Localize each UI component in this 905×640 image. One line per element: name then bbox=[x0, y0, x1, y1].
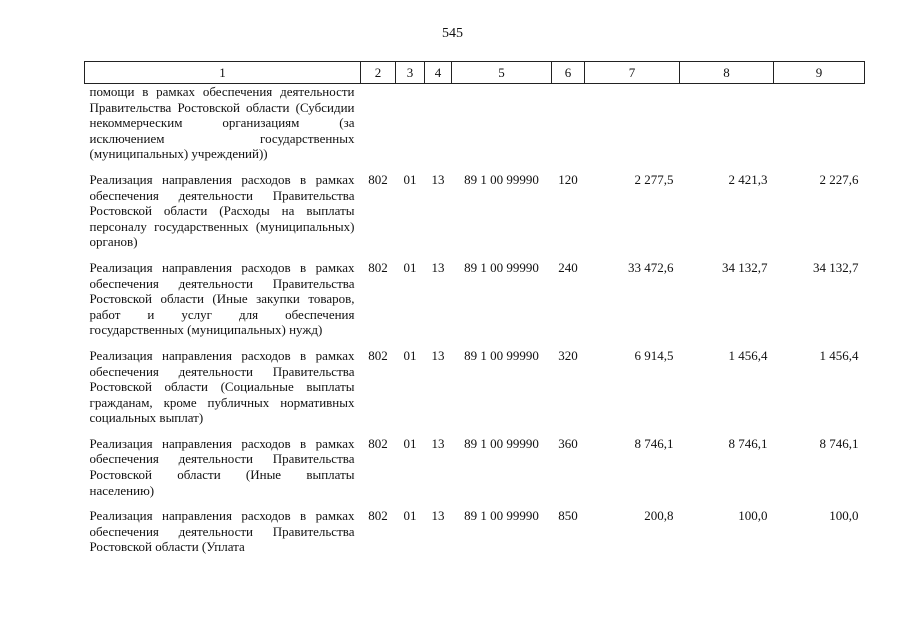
table-row bbox=[85, 172, 865, 260]
cell-target-article: 89 1 00 99990 bbox=[464, 171, 539, 187]
cell-amount-3: 2 227,6 bbox=[819, 171, 859, 187]
header-col-6: 6 bbox=[552, 62, 585, 84]
header-col-1: 1 bbox=[85, 62, 361, 84]
cell-section: 01 bbox=[403, 259, 417, 275]
cell-subsection: 13 bbox=[431, 259, 445, 275]
cell-expense-type: 240 bbox=[558, 259, 578, 275]
cell-subsection: 13 bbox=[431, 508, 445, 524]
cell-subsection bbox=[425, 84, 452, 172]
budget-table bbox=[84, 61, 865, 565]
cell-target-article bbox=[452, 84, 552, 172]
cell-ministry: 802 bbox=[368, 435, 388, 451]
page-number: 545 bbox=[442, 26, 463, 41]
table-row bbox=[85, 348, 865, 436]
cell-amount-1: 33 472,6 bbox=[628, 259, 674, 275]
cell-amount-2: 2 421,3 bbox=[728, 171, 768, 187]
cell-amount-3: 1 456,4 bbox=[819, 347, 859, 363]
header-col-5: 5 bbox=[452, 62, 552, 84]
cell-amount-3 bbox=[774, 84, 865, 172]
table-row bbox=[85, 84, 865, 172]
cell-ministry: 802 bbox=[368, 171, 388, 187]
cell-amount-1: 6 914,5 bbox=[634, 347, 674, 363]
table-header-row bbox=[85, 62, 865, 84]
cell-expense-type: 360 bbox=[558, 435, 578, 451]
cell-target-article: 89 1 00 99990 bbox=[464, 259, 539, 275]
cell-section bbox=[396, 84, 425, 172]
cell-section: 01 bbox=[403, 171, 417, 187]
header-col-9: 9 bbox=[774, 62, 865, 84]
cell-amount-3: 8 746,1 bbox=[819, 435, 859, 451]
cell-expense-type: 320 bbox=[558, 347, 578, 363]
row-description: Реализация направления расходов в рамках обеспечения деятельности Правительства Ростовской области (Расходы на выплаты персоналу государственных (муниципальных) органов) bbox=[89, 171, 355, 250]
row-description: Реализация направления расходов в рамках обеспечения деятельности Правительства Ростовской области (Уплата bbox=[89, 508, 355, 555]
cell-amount-2 bbox=[680, 84, 774, 172]
cell-section: 01 bbox=[403, 435, 417, 451]
cell-amount-1 bbox=[585, 84, 680, 172]
cell-amount-1: 2 277,5 bbox=[634, 171, 674, 187]
row-description: Реализация направления расходов в рамках обеспечения деятельности Правительства Ростовской области (Социальные выплаты гражданам, кроме публичных нормативных социальных выплат) bbox=[89, 347, 355, 426]
row-description: Реализация направления расходов в рамках обеспечения деятельности Правительства Ростовской области (Иные выплаты населению) bbox=[89, 435, 355, 498]
cell-expense-type: 120 bbox=[558, 171, 578, 187]
cell-amount-2: 100,0 bbox=[738, 508, 768, 524]
cell-amount-2: 1 456,4 bbox=[728, 347, 768, 363]
cell-target-article: 89 1 00 99990 bbox=[464, 435, 539, 451]
header-col-7: 7 bbox=[585, 62, 680, 84]
cell-subsection: 13 bbox=[431, 435, 445, 451]
cell-expense-type: 850 bbox=[558, 508, 578, 524]
cell-ministry: 802 bbox=[368, 508, 388, 524]
cell-subsection: 13 bbox=[431, 347, 445, 363]
header-col-8: 8 bbox=[680, 62, 774, 84]
header-col-3: 3 bbox=[396, 62, 425, 84]
cell-amount-2: 34 132,7 bbox=[722, 259, 768, 275]
cell-amount-2: 8 746,1 bbox=[728, 435, 768, 451]
cell-section: 01 bbox=[403, 347, 417, 363]
cell-amount-1: 200,8 bbox=[644, 508, 674, 524]
cell-target-article: 89 1 00 99990 bbox=[464, 508, 539, 524]
row-description: Реализация направления расходов в рамках обеспечения деятельности Правительства Ростовской области (Иные закупки товаров, работ и услуг для обеспечения государственных (муниципальных) нужд) bbox=[89, 259, 355, 338]
cell-ministry bbox=[361, 84, 396, 172]
table-row bbox=[85, 260, 865, 348]
table-row bbox=[85, 436, 865, 508]
table-row bbox=[85, 508, 865, 565]
cell-amount-3: 100,0 bbox=[829, 508, 859, 524]
cell-ministry: 802 bbox=[368, 347, 388, 363]
cell-amount-1: 8 746,1 bbox=[634, 435, 674, 451]
cell-subsection: 13 bbox=[431, 171, 445, 187]
header-col-2: 2 bbox=[361, 62, 396, 84]
cell-target-article: 89 1 00 99990 bbox=[464, 347, 539, 363]
cell-amount-3: 34 132,7 bbox=[813, 259, 859, 275]
cell-section: 01 bbox=[403, 508, 417, 524]
cell-expense-type bbox=[552, 84, 585, 172]
header-col-4: 4 bbox=[425, 62, 452, 84]
cell-ministry: 802 bbox=[368, 259, 388, 275]
row-description: помощи в рамках обеспечения деятельности Правительства Ростовской области (Субсидии некоммерческим организациям (за исключением государственных (муниципальных) учреждений)) bbox=[89, 84, 355, 162]
